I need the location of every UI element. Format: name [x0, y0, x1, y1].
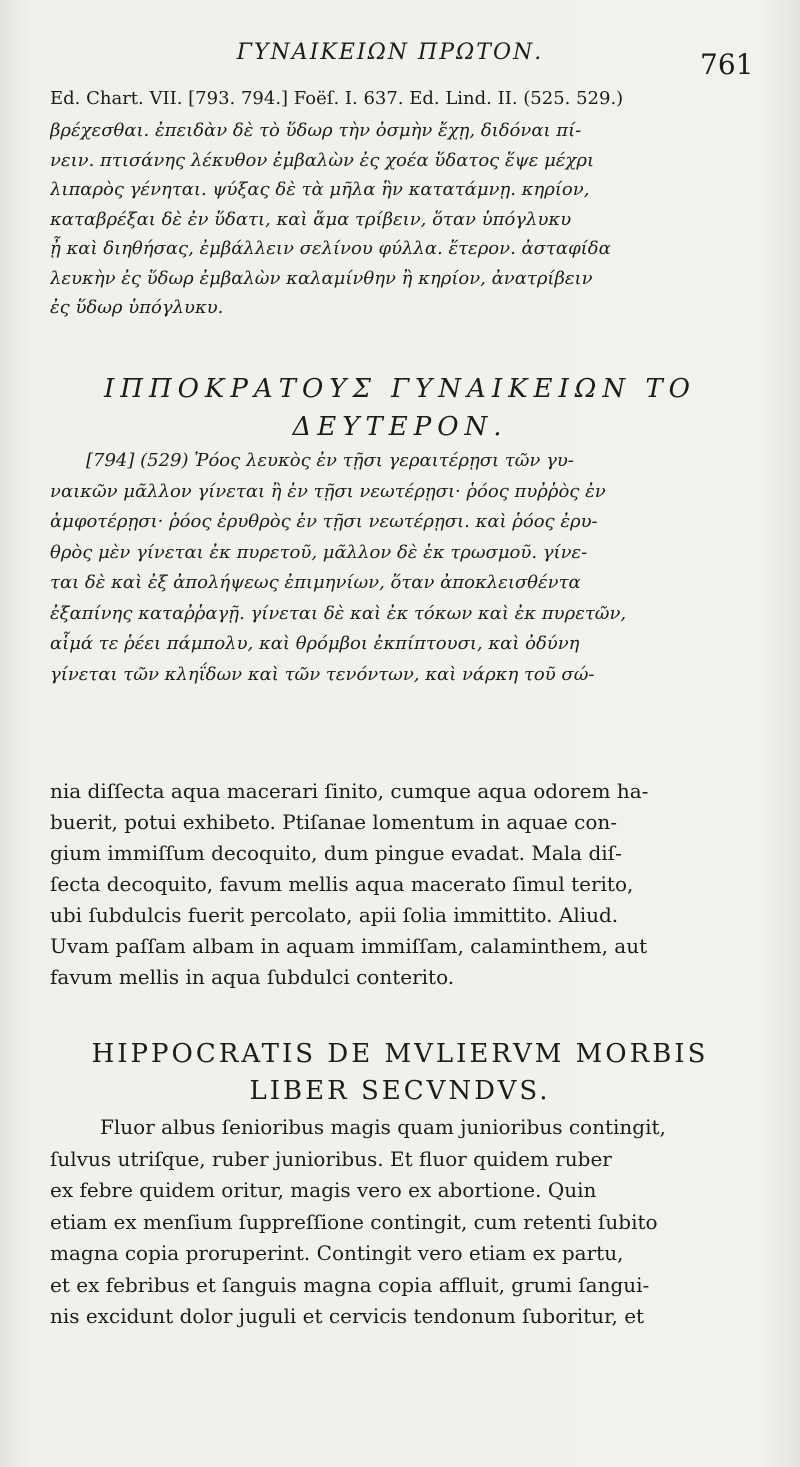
running-title: ΓΥΝΑΙΚΕΙΩΝ ΠΡΩΤΟΝ.	[236, 40, 544, 65]
page-number: 761	[700, 48, 754, 81]
text-line: λιπαρὸς γένηται. ψύξας δὲ τὰ μῆλα ἣν κατατάμνῃ. κηρίον,	[50, 179, 590, 200]
text-line: magna copia proruperint. Contingit vero etiam ex partu,	[50, 1241, 624, 1265]
text-line: ναικῶν μᾶλλον γίνεται ἢ ἐν τῇσι νεωτέρῃσι· ῥόος πυῤῥὸς ἐν	[50, 480, 606, 502]
greek-text-continuation	[50, 116, 750, 323]
text-line: ται δὲ καὶ ἐξ ἀπολήψεως ἐπιμηνίων, ὅταν ἀποκλεισθέντα	[50, 572, 581, 593]
text-line: gium immiſſum decoquito, dum pingue evadat. Mala diſ-	[50, 841, 622, 865]
text-line: Fluor albus ſenioribus magis quam junioribus contingit,	[100, 1115, 666, 1139]
text-line: ex febre quidem oritur, magis vero ex abortione. Quin	[50, 1178, 597, 1202]
text-line: θρὸς μὲν γίνεται ἐκ πυρετοῦ, μᾶλλον δὲ ἐκ τρωσμοῦ. γίνε-	[50, 541, 588, 563]
text-line: ubi ſubdulcis fuerit percolato, apii ſolia immittito. Aliud.	[50, 903, 619, 927]
latin-text-body	[50, 1112, 750, 1333]
text-line: ἐξαπίνης καταῤῥαγῇ. γίνεται δὲ καὶ ἐκ τόκων καὶ ἐκ πυρετῶν,	[50, 602, 627, 624]
text-line: ſecta decoquito, favum mellis aqua macerato ſimul terito,	[50, 872, 634, 896]
text-line: Uvam paſſam albam in aquam immiſſam, calaminthem, aut	[50, 934, 648, 958]
text-line: λευκὴν ἐς ὕδωρ ἐμβαλὼν καλαμίνθην ἢ κηρίον, ἀνατρίβειν	[50, 267, 593, 289]
text-line: βρέχεσθαι. ἐπειδὰν δὲ τὸ ὕδωρ τὴν ὀσμὴν ἔχῃ, διδόναι πί-	[50, 120, 582, 141]
latin-text-continuation	[50, 776, 750, 993]
text-line: [794] (529) Ῥόος λευκὸς ἐν τῇσι γεραιτέρῃσι τῶν γυ-	[86, 450, 574, 471]
text-line: ἀμφοτέρῃσι· ῥόος ἐρυθρὸς ἐν τῇσι νεωτέρῃσι. καὶ ῥόος ἐρυ-	[50, 511, 598, 532]
text-line: ᾖ καὶ διηθήσας, ἐμβάλλειν σελίνου φύλλα. ἕτερον. ἀσταφίδα	[50, 238, 611, 259]
heading-line: LIBER SECVNDVS.	[249, 1076, 551, 1106]
heading-line: ΙΠΠΟΚΡΑΤΟΥΣ ΓΥΝΑΙΚΕΙΩΝ ΤΟ	[104, 374, 696, 404]
text-line: ἐς ὕδωρ ὑπόγλυκυ.	[50, 297, 224, 318]
text-line: nis excidunt dolor juguli et cervicis tendonum ſuboritur, et	[50, 1304, 645, 1328]
text-line: καταβρέξαι δὲ ἐν ὕδατι, καὶ ἅμα τρίβειν, ὅταν ὑπόγλυκυ	[50, 208, 572, 230]
edition-reference: Ed. Chart. VII. [793. 794.] Foëſ. I. 637. Ed. Lind. II. (525. 529.)	[50, 88, 624, 109]
text-line: ſulvus utriſque, ruber junioribus. Et fluor quidem ruber	[50, 1146, 612, 1171]
latin-book-heading	[40, 1036, 760, 1110]
text-line: et ex febribus et ſanguis magna copia affluit, grumi ſangui-	[50, 1272, 650, 1297]
text-line: νειν. πτισάνης λέκυθον ἐμβαλὼν ἐς χοέα ὕδατος ἕψε μέχρι	[50, 149, 595, 171]
heading-line: ΔΕΥΤΕΡΟΝ.	[292, 412, 508, 442]
text-line: buerit, potui exhibeto. Ptiſanae lomentum in aquae con-	[50, 810, 618, 834]
greek-text-body	[50, 446, 750, 690]
text-line: αἷμά τε ῥέει πάμπολυ, καὶ θρόμβοι ἐκπίπτουσι, καὶ ὀδύνη	[50, 633, 580, 654]
text-line: nia diſſecta aqua macerari ſinito, cumque aqua odorem ha-	[50, 779, 649, 803]
text-line: favum mellis in aqua ſubdulci conterito.	[50, 965, 455, 989]
text-line: etiam ex menſium ſuppreſſione contingit, cum retenti ſubito	[50, 1209, 658, 1234]
greek-book-heading	[40, 370, 760, 446]
heading-line: HIPPOCRATIS DE MVLIERVM MORBIS	[91, 1039, 709, 1069]
text-line: γίνεται τῶν κληΐδων καὶ τῶν τενόντων, καὶ νάρκη τοῦ σώ-	[50, 663, 595, 685]
